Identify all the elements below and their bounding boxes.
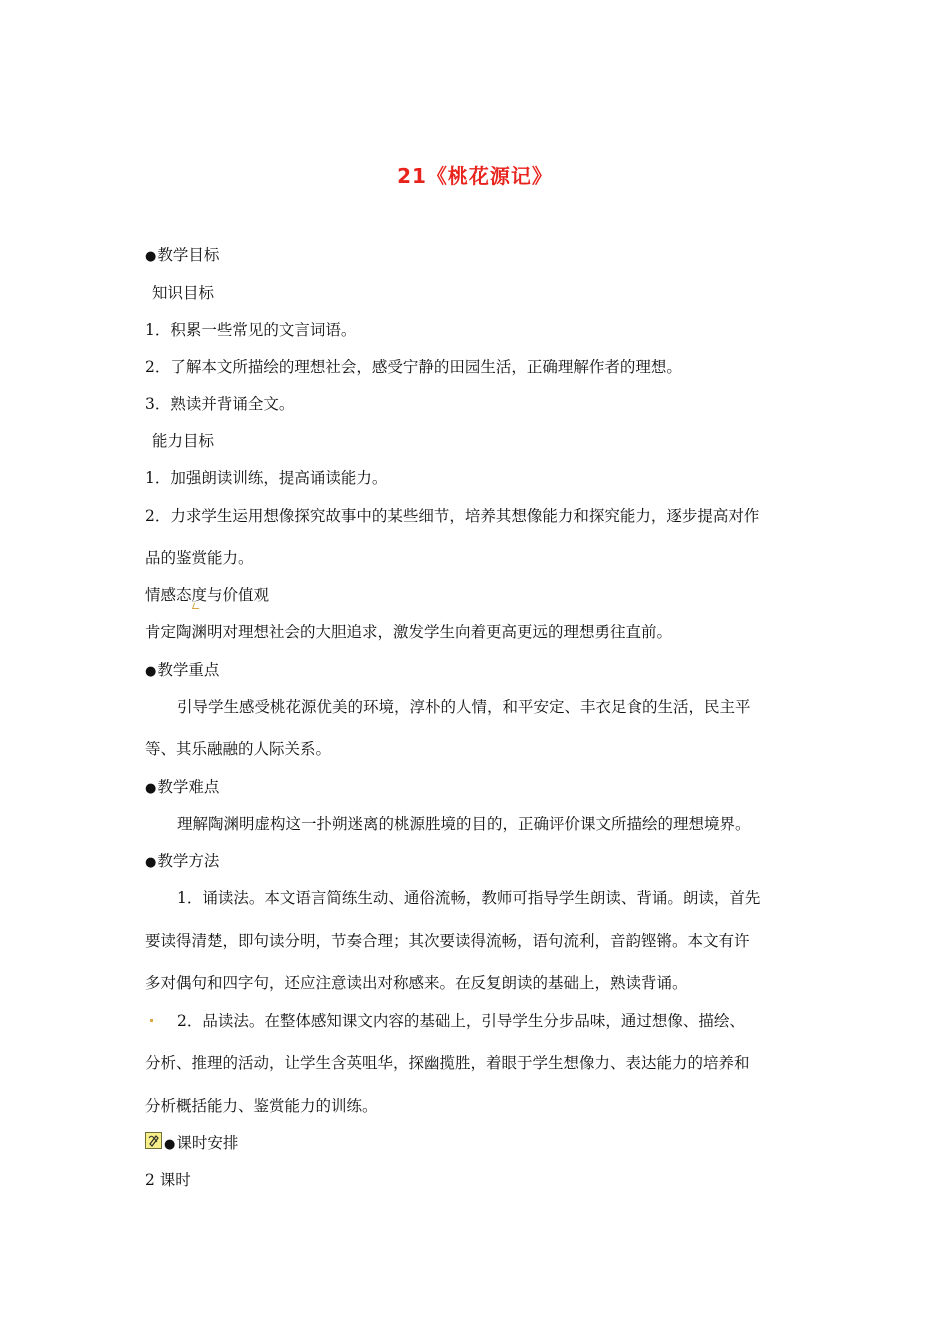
emotion-text: 肯定陶渊明对理想社会的大胆追求，激发学生向着更高更远的理想勇往直前。: [145, 623, 673, 641]
schedule-text: 2 课时: [145, 1171, 191, 1189]
knowledge-item-3: 3．熟读并背诵全文。: [145, 395, 295, 413]
method-line-5: 分析、推理的活动，让学生含英咀华，探幽揽胜，着眼于学生想像力、表达能力的培养和: [145, 1054, 750, 1072]
knowledge-heading: 知识目标: [152, 284, 215, 302]
schedule-heading: ● 课时安排: [164, 1133, 238, 1155]
emotion-heading: 情感态度与价值观: [145, 586, 270, 604]
ability-heading: 能力目标: [152, 432, 215, 450]
edit-icon: [145, 1132, 162, 1149]
method-line-6: 分析概括能力、鉴赏能力的训练。: [145, 1097, 378, 1115]
difficulty-text: 理解陶渊明虚构这一扑朔迷离的桃源胜境的目的，正确评价课文所描绘的理想境界。: [177, 815, 751, 833]
ability-item-2: 2．力求学生运用想像探究故事中的某些细节，培养其想像能力和探究能力，逐步提高对作: [145, 507, 760, 525]
small-mark-icon: [150, 1019, 153, 1022]
ability-item-2-cont: 品的鉴赏能力。: [145, 549, 254, 567]
focus-line-1: 引导学生感受桃花源优美的环境，淳朴的人情，和平安定、丰衣足食的生活，民主平: [177, 698, 751, 716]
document-title: 21《桃花源记》: [397, 164, 553, 188]
method-line-1: 1．诵读法。本文语言简练生动、通俗流畅，教师可指导学生朗读、背诵。朗读，首先: [177, 889, 761, 907]
method-line-4: 2．品读法。在整体感知课文内容的基础上，引导学生分步品味，通过想像、描绘、: [177, 1012, 745, 1030]
method-heading: ● 教学方法: [145, 851, 219, 873]
focus-heading: ● 教学重点: [145, 660, 219, 682]
focus-line-2: 等、其乐融融的人际关系。: [145, 740, 332, 758]
knowledge-item-2: 2．了解本文所描绘的理想社会，感受宁静的田园生活，正确理解作者的理想。: [145, 358, 682, 376]
ability-item-1: 1．加强朗读训练，提高诵读能力。: [145, 469, 388, 487]
edit-mark-icon: [192, 603, 201, 609]
method-line-3: 多对偶句和四字句，还应注意读出对称感来。在反复朗读的基础上，熟读背诵。: [145, 974, 688, 992]
objectives-heading: ● 教学目标: [145, 245, 219, 267]
method-line-2: 要读得清楚，即句读分明，节奏合理；其次要读得流畅，语句流利，音韵铿锵。本文有许: [145, 932, 750, 950]
difficulty-heading: ● 教学难点: [145, 777, 219, 799]
knowledge-item-1: 1．积累一些常见的文言词语。: [145, 321, 357, 339]
